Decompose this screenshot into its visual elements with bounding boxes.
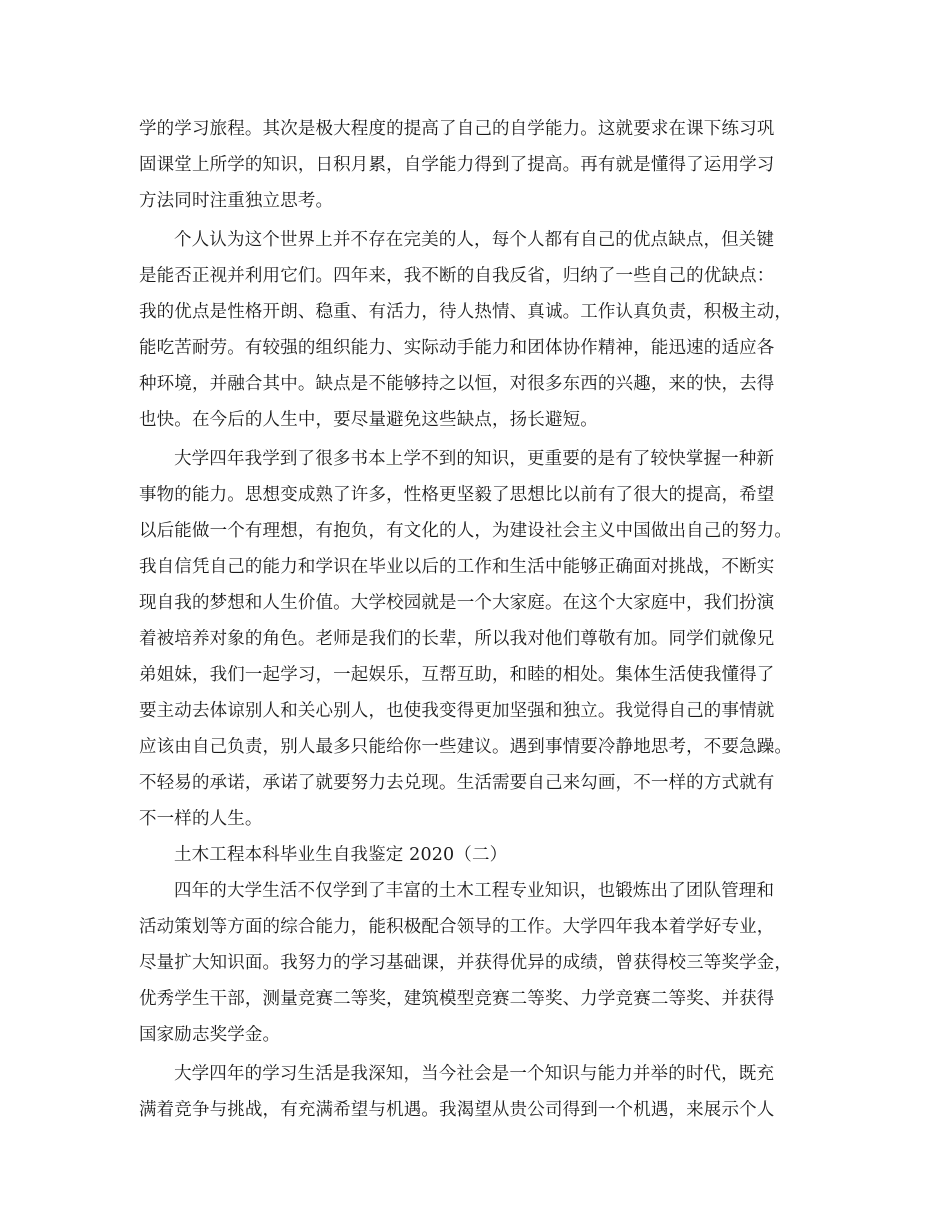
text-line: 学的学习旅程。其次是极大程度的提高了自己的自学能力。这就要求在课下练习巩 (139, 119, 775, 139)
text-line: 也快。在今后的人生中，要尽量避免这些缺点，扬长避短。 (139, 410, 598, 430)
text-line: 着被培养对象的角色。老师是我们的长辈，所以我对他们尊敬有加。同学们就像兄 (139, 629, 775, 649)
text-line: 弟姐妹，我们一起学习，一起娱乐，互帮互助，和睦的相处。集体生活使我懂得了 (139, 665, 775, 685)
text-line: 不一样的人生。 (139, 809, 263, 829)
text-line: 优秀学生干部，测量竞赛二等奖，建筑模型竞赛二等奖、力学竞赛二等奖、并获得 (139, 989, 775, 1009)
text-line: 我自信凭自己的能力和学识在毕业以后的工作和生活中能够正确面对挑战，不断实 (139, 557, 775, 577)
text-line: 现自我的梦想和人生价值。大学校园就是一个大家庭。在这个大家庭中，我们扮演 (139, 593, 775, 613)
text-line: 满着竞争与挑战，有充满希望与机遇。我渴望从贵公司得到一个机遇，来展示个人 (139, 1100, 775, 1120)
paragraph-first-line: 大学四年的学习生活是我深知，当今社会是一个知识与能力并举的时代，既充 (174, 1064, 775, 1084)
text-line: 国家励志奖学金。 (139, 1025, 281, 1045)
text-line: 要主动去体谅别人和关心别人，也使我变得更加坚强和独立。我觉得自己的事情就 (139, 701, 775, 721)
text-line: 以后能做一个有理想，有抱负，有文化的人，为建设社会主义中国做出自己的努力。 (139, 521, 793, 541)
text-line: 不轻易的承诺，承诺了就要努力去兑现。生活需要自己来勾画，不一样的方式就有 (139, 773, 775, 793)
text-line: 种环境，并融合其中。缺点是不能够持之以恒，对很多东西的兴趣，来的快，去得 (139, 374, 775, 394)
text-line: 活动策划等方面的综合能力，能积极配合领导的工作。大学四年我本着学好专业， (139, 917, 775, 937)
text-line: 是能否正视并利用它们。四年来，我不断的自我反省，归纳了一些自己的优缺点： (139, 266, 775, 286)
text-line: 方法同时注重独立思考。 (139, 191, 334, 211)
paragraph-first-line: 个人认为这个世界上并不存在完美的人，每个人都有自己的优点缺点，但关键 (174, 230, 775, 250)
paragraph-first-line: 大学四年我学到了很多书本上学不到的知识，更重要的是有了较快掌握一种新 (174, 449, 775, 469)
text-line: 事物的能力。思想变成熟了许多，性格更坚毅了思想比以前有了很大的提高，希望 (139, 485, 775, 505)
text-line: 应该由自己负责，别人最多只能给你一些建议。遇到事情要冷静地思考，不要急躁。 (139, 737, 793, 757)
text-line: 能吃苦耐劳。有较强的组织能力、实际动手能力和团体协作精神，能迅速的适应各 (139, 338, 775, 358)
text-line: 我的优点是性格开朗、稳重、有活力，待人热情、真诚。工作认真负责，积极主动， (139, 302, 793, 322)
text-line: 固课堂上所学的知识，日积月累，自学能力得到了提高。再有就是懂得了运用学习 (139, 155, 775, 175)
paragraph-first-line: 四年的大学生活不仅学到了丰富的土木工程专业知识，也锻炼出了团队管理和 (174, 881, 775, 901)
section-heading: 土木工程本科毕业生自我鉴定 2020（二） (174, 845, 508, 865)
text-line: 尽量扩大知识面。我努力的学习基础课，并获得优异的成绩，曾获得校三等奖学金， (139, 953, 793, 973)
